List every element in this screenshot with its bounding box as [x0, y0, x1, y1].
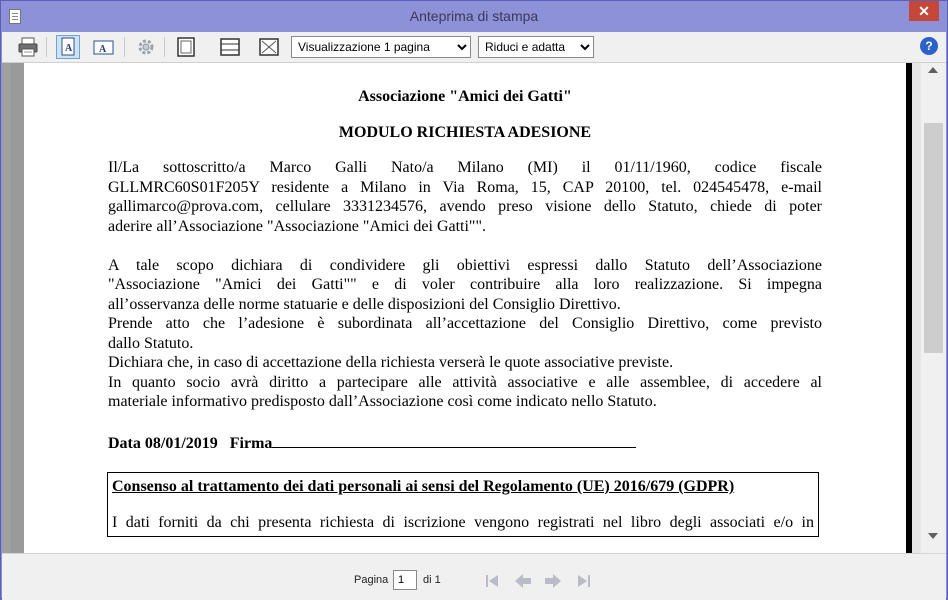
zoom-select[interactable] — [478, 36, 594, 58]
gdpr-text: I dati forniti da chi presenta richiesta di iscrizione vengono registrati nel libro degli associati e/o in — [112, 513, 814, 531]
declaration-line-4: Prende atto che l’adesione è subordinata all’accettazione del Consiglio Direttivo, come previsto — [108, 315, 822, 332]
view-mode-select[interactable] — [291, 36, 471, 58]
gdpr-title: Consenso al trattamento dei dati personali ai sensi del Regolamento (UE) 2016/679 (GDPR) — [112, 478, 735, 495]
scroll-thumb[interactable] — [924, 123, 943, 353]
settings-button[interactable] — [134, 35, 158, 59]
page-setup-icon — [174, 35, 198, 59]
applicant-line-1: Il/La sottoscritto/a Marco Galli Nato/a Milano (MI) il 01/11/1960, codice fiscale — [108, 159, 822, 176]
landscape-button[interactable] — [92, 35, 116, 59]
declaration-line-5: dallo Statuto. — [108, 334, 194, 352]
print-button[interactable] — [16, 35, 40, 59]
signature-line — [272, 433, 636, 448]
printer-icon — [16, 35, 40, 59]
next-page-icon[interactable] — [544, 572, 562, 590]
svg-text:A: A — [99, 44, 107, 55]
document-content — [108, 63, 822, 537]
landscape-icon — [92, 35, 116, 59]
svg-text:A: A — [65, 43, 73, 54]
margins-button[interactable] — [218, 35, 242, 59]
date-label: Data 08/01/2019 — [108, 434, 218, 452]
last-page-icon[interactable] — [574, 572, 592, 590]
signature-label: Firma — [229, 434, 273, 452]
declaration-line-3: all’osservanza delle norme statuarie e delle disposizioni del Consiglio Direttivo. — [108, 295, 621, 313]
applicant-line-2: GLLMRC60S01F205Y residente a Milano in Via Roma, 15, CAP 20100, tel. 024545478, e-mail — [108, 178, 822, 196]
date-signature-line — [108, 433, 822, 454]
settings-icon — [134, 35, 158, 59]
form-title: MODULO RICHIESTA ADESIONE — [338, 123, 592, 141]
pager-bar — [2, 553, 946, 600]
page-count: di 1 — [423, 574, 441, 586]
page-label: Pagina — [354, 574, 389, 586]
first-page-icon[interactable] — [484, 572, 502, 590]
applicant-line-4: aderire all’Associazione "Associazione "Amici dei Gatti"". — [108, 217, 486, 235]
close-button[interactable]: ✕ — [909, 1, 939, 21]
preview-page — [24, 63, 906, 553]
page-setup-button[interactable] — [174, 35, 198, 59]
gdpr-box — [107, 472, 819, 537]
margins-icon — [218, 35, 242, 59]
scroll-up-icon[interactable] — [928, 67, 938, 73]
scroll-down-icon[interactable] — [928, 533, 938, 539]
declaration-line-8: materiale informativo predisposto dall’Associazione così come indicato nello Statuto. — [108, 393, 657, 410]
preview-viewport[interactable] — [2, 63, 946, 553]
portrait-icon — [57, 36, 79, 58]
declaration-line-1: A tale scopo dichiara di condividere gli obiettivi espressi dallo Statuto dell’Associazione — [108, 256, 822, 274]
fullscreen-icon — [257, 35, 281, 59]
title-bar — [1, 1, 947, 32]
declaration-line-2: "Associazione "Amici dei Gatti"" e di voler contribuire alla loro realizzazione. Si impegna — [108, 276, 822, 293]
declaration-line-7: In quanto socio avrà diritto a partecipare alle attività associative e alle assemblee, di accedere al — [108, 373, 822, 391]
applicant-line-3: gallimarco@prova.com, cellulare 3331234576, avendo preso visione dello Statuto, chiede di poter — [108, 198, 822, 215]
portrait-button[interactable] — [56, 35, 80, 59]
page-number-input[interactable]: 1 — [393, 570, 417, 590]
help-button[interactable]: ? — [920, 37, 938, 55]
org-title: Associazione "Amici dei Gatti" — [358, 88, 572, 105]
declaration-line-6: Dichiara che, in caso di accettazione della richiesta verserà le quote associative previste. — [108, 354, 674, 371]
window-title: Anteprima di stampa — [409, 8, 539, 24]
vertical-scrollbar[interactable] — [921, 63, 946, 553]
previous-page-icon[interactable] — [514, 572, 532, 590]
toolbar — [2, 32, 946, 63]
fullscreen-button[interactable] — [257, 35, 281, 59]
